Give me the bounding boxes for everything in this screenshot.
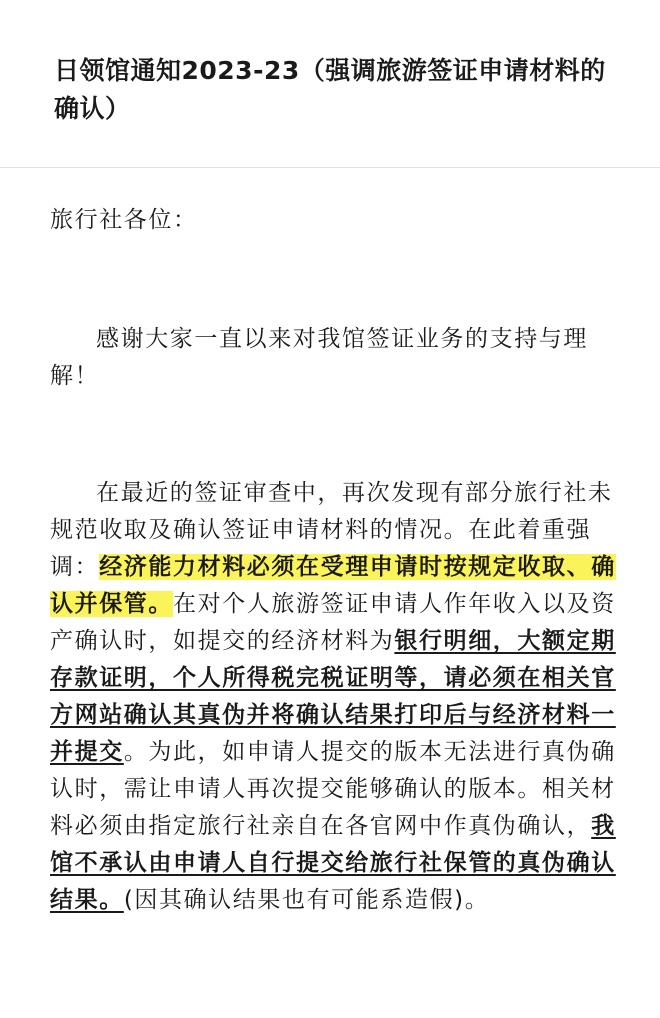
paragraph-text-3: (因其确认结果也有可能系造假)。	[123, 887, 490, 913]
paragraph-text-2: 。为此，如申请人提交的版本无法进行真伪确认时，需让申请人再次提交能够确认的版本。相关材料必须由指定旅行社亲自在各官网中作真伪确认，	[50, 739, 616, 839]
main-paragraph	[50, 475, 620, 919]
salutation: 旅行社各位：	[50, 207, 198, 233]
highlighted-requirement: 经济能力材料必须在受理申请时按规定收取、确认并保管。	[50, 554, 616, 617]
paragraph-text-1: 在对个人旅游签证申请人作年收入以及资产确认时，如提交的经济材料为	[50, 591, 616, 654]
paragraph-intro: 在最近的签证审查中，再次发现有部分旅行社未规范收取及确认签证申请材料的情况。在此着重强调：	[50, 480, 613, 580]
notice-body	[0, 168, 660, 919]
underlined-requirement-1: 银行明细，大额定期存款证明，个人所得税完税证明等，请必须在相关官方网站确认其真伪并将确认结果打印后与经济材料一并提交	[50, 628, 616, 765]
underlined-requirement-2: 我馆不承认由申请人自行提交给旅行社保管的真伪确认结果。	[50, 813, 616, 913]
thanks-paragraph: 感谢大家一直以来对我馆签证业务的支持与理解！	[50, 326, 588, 389]
notice-header	[0, 0, 660, 168]
notice-title: 日领馆通知2023-23（强调旅游签证申请材料的确认）	[54, 56, 606, 123]
